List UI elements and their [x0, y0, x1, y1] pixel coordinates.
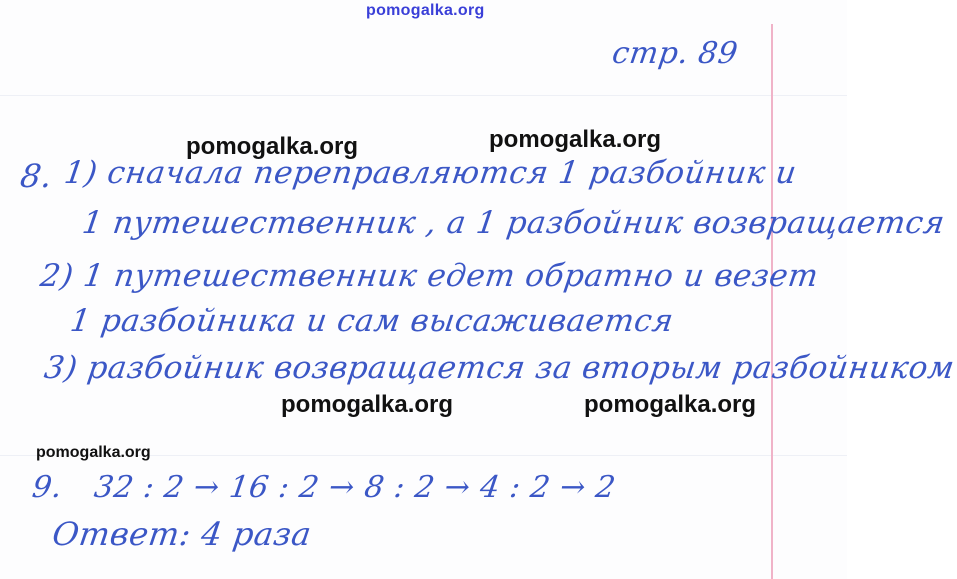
ruled-line	[0, 95, 847, 96]
task9-answer: Ответ: 4 раза	[50, 515, 314, 553]
task8-number: 8.	[18, 157, 55, 195]
site-link[interactable]: pomogalka.org	[366, 2, 485, 19]
watermark: pomogalka.org	[489, 126, 662, 153]
margin-line	[771, 24, 773, 579]
watermark: pomogalka.org	[186, 133, 359, 160]
task8-line3: 2) 1 путешественник едет обратно и везет	[38, 258, 821, 294]
task8-line5: 3) разбойник возвращается за вторым разбойником	[42, 350, 957, 386]
page-reference: стр. 89	[610, 36, 741, 71]
task8-line1: 1) сначала переправляются 1 разбойник и	[62, 155, 799, 191]
task8-line4: 1 разбойника и сам высаживается	[68, 303, 676, 339]
watermark: pomogalka.org	[36, 444, 151, 461]
watermark: pomogalka.org	[584, 391, 757, 418]
task8-line2: 1 путешественник , а 1 разбойник возвращается	[80, 205, 948, 241]
watermark: pomogalka.org	[281, 391, 454, 418]
task9-number: 9.	[30, 470, 65, 505]
task9-chain: 32 : 2 → 16 : 2 → 8 : 2 → 4 : 2 → 2	[92, 470, 618, 505]
